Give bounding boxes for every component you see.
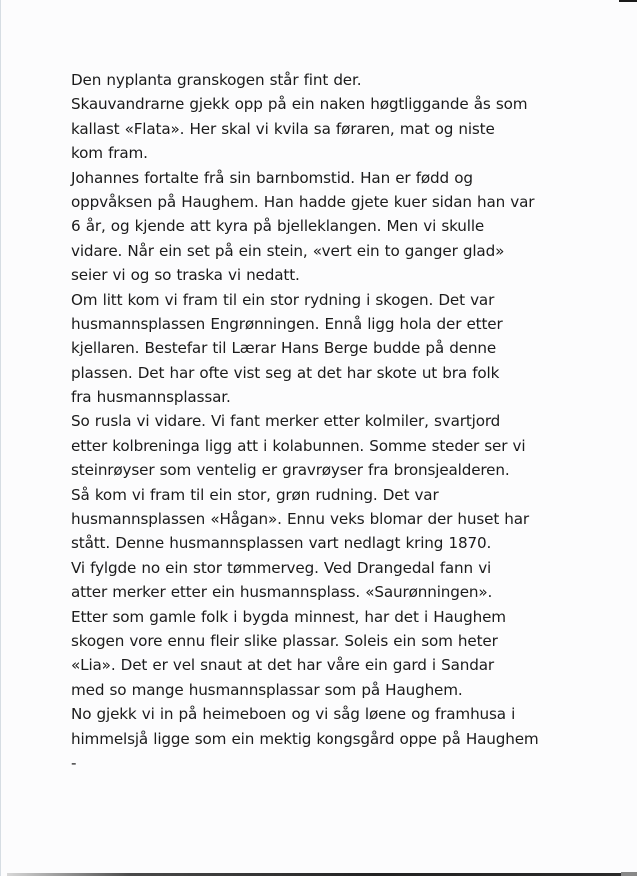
text-line: kallast «Flata». Her skal vi kvila sa føraren, mat og niste: [71, 119, 495, 138]
trailing-dash: -: [71, 753, 77, 772]
text-line: fra husmannsplassar.: [71, 388, 231, 407]
text-line: Om litt kom vi fram til ein stor rydning i skogen. Det var: [71, 290, 495, 309]
text-line: kjellaren. Bestefar til Lærar Hans Berge budde på denne: [71, 339, 497, 358]
text-line: med so mange husmannsplassar som på Haughem.: [71, 680, 463, 699]
text-line: himmelsjå ligge som ein mektig kongsgård oppe på Haughem: [71, 729, 539, 748]
text-line: Vi fylgde no ein stor tømmerveg. Ved Drangedal fann vi: [71, 558, 492, 577]
text-line: etter kolbreninga ligg att i kolabunnen. Somme steder ser vi: [71, 436, 526, 455]
text-line: So rusla vi vidare. Vi fant merker etter kolmiler, svartjord: [71, 412, 501, 431]
text-line: kom fram.: [71, 144, 148, 163]
text-line: Den nyplanta granskogen står fint der.: [71, 71, 362, 89]
text-line: oppvåksen på Haughem. Han hadde gjete kuer sidan han var: [71, 192, 535, 211]
scan-edge-top: [619, 0, 637, 2]
text-line: Etter som gamle folk i bygda minnest, har det i Haughem: [71, 607, 506, 626]
text-line: atter merker etter ein husmannsplass. «Saurønningen».: [71, 583, 493, 602]
text-line: «Lia». Det er vel snaut at det har våre ein gard i Sandar: [71, 656, 495, 675]
text-line: No gjekk vi in på heimeboen og vi såg løene og framhusa i: [71, 705, 516, 724]
text-line: Johannes fortalte frå sin barnbomstid. Han er fødd og: [71, 168, 473, 187]
text-line: stått. Denne husmannsplassen vart nedlagt kring 1870.: [71, 534, 492, 553]
text-line: vidare. Når ein set på ein stein, «vert ein to ganger glad»: [71, 241, 505, 260]
text-line: plassen. Det har ofte vist seg at det har skote ut bra folk: [71, 363, 500, 382]
body-text: [71, 68, 571, 775]
text-line: Så kom vi fram til ein stor, grøn rudning. Det var: [71, 485, 439, 504]
text-line: seier vi og so traska vi nedatt.: [71, 266, 300, 285]
text-line: husmannsplassen «Hågan». Ennu veks blomar der huset har: [71, 510, 530, 529]
text-line: 6 år, og kjende att kyra på bjelleklangen. Men vi skulle: [71, 217, 485, 236]
text-line: steinrøyser som ventelig er gravrøyser fra bronsjealderen.: [71, 461, 510, 480]
text-line: skogen vore ennu fleir slike plassar. Soleis ein som heter: [71, 631, 498, 650]
text-line: husmannsplassen Engrønningen. Ennå ligg hola der etter: [71, 314, 503, 333]
text-line: Skauvandrarne gjekk opp på ein naken høgtliggande ås som: [71, 95, 528, 114]
scan-edge-corner: [621, 872, 637, 876]
